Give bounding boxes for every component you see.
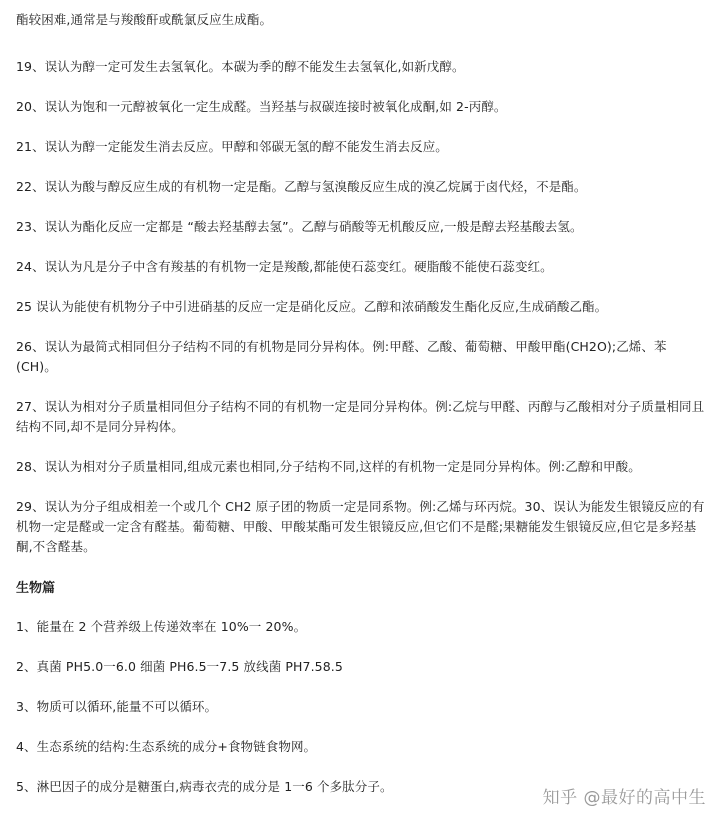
paragraph-27: 27、误认为相对分子质量相同但分子结构不同的有机物一定是同分异构体。例:乙烷与甲醛、丙醇与乙酸相对分子质量相同且结构不同,却不是同分异构体。	[16, 399, 705, 434]
biology-heading: 生物篇	[16, 581, 56, 596]
paragraph-29-30: 29、误认为分子组成相差一个或几个 CH2 原子团的物质一定是同系物。例:乙烯与环丙烷。30、误认为能发生银镜反应的有机物一定是醛或一定含有醛基。葡萄糖、甲酸、甲酸某酯可发生银镜反应,但它们不是醛;果糖能发生银镜反应,但它是多羟基酮,不含醛基。	[16, 499, 705, 554]
biology-item-3: 3、物质可以循环,能量不可以循环。	[16, 699, 218, 714]
biology-item-5: 5、淋巴因子的成分是糖蛋白,病毒衣壳的成分是 1一6 个多肽分子。	[16, 779, 393, 794]
zhihu-watermark: 知乎 @最好的高中生	[542, 788, 706, 808]
paragraph-24: 24、误认为凡是分子中含有羧基的有机物一定是羧酸,都能使石蕊变红。硬脂酸不能使石蕊变红。	[16, 259, 553, 274]
paragraph-22: 22、误认为酸与醇反应生成的有机物一定是酯。乙醇与氢溴酸反应生成的溴乙烷属于卤代烃，不是酯。	[16, 179, 587, 194]
biology-item-4: 4、生态系统的结构:生态系统的成分+食物链食物网。	[16, 739, 317, 754]
biology-item-1: 1、能量在 2 个营养级上传递效率在 10%一 20%。	[16, 619, 307, 634]
paragraph-intro: 酯较困难,通常是与羧酸酐或酰氯反应生成酯。	[16, 12, 273, 27]
paragraph-21: 21、误认为醇一定能发生消去反应。甲醇和邻碳无氢的醇不能发生消去反应。	[16, 139, 448, 154]
paragraph-20: 20、误认为饱和一元醇被氧化一定生成醛。当羟基与叔碳连接时被氧化成酮,如 2-丙醇。	[16, 99, 507, 114]
biology-item-2: 2、真菌 PH5.0一6.0 细菌 PH6.5一7.5 放线菌 PH7.58.5	[16, 659, 343, 674]
paragraph-26: 26、误认为最简式相同但分子结构不同的有机物是同分异构体。例:甲醛、乙酸、葡萄糖、甲酸甲酯(CH2O);乙烯、苯(CH)。	[16, 339, 667, 374]
paragraph-28: 28、误认为相对分子质量相同,组成元素也相同,分子结构不同,这样的有机物一定是同分异构体。例:乙醇和甲酸。	[16, 459, 641, 474]
paragraph-23: 23、误认为酯化反应一定都是 “酸去羟基醇去氢”。乙醇与硝酸等无机酸反应,一般是醇去羟基酸去氢。	[16, 219, 583, 234]
paragraph-19: 19、误认为醇一定可发生去氢氧化。本碳为季的醇不能发生去氢氧化,如新戊醇。	[16, 59, 465, 74]
paragraph-25: 25 误认为能使有机物分子中引进硝基的反应一定是硝化反应。乙醇和浓硝酸发生酯化反应,生成硝酸乙酯。	[16, 299, 608, 314]
